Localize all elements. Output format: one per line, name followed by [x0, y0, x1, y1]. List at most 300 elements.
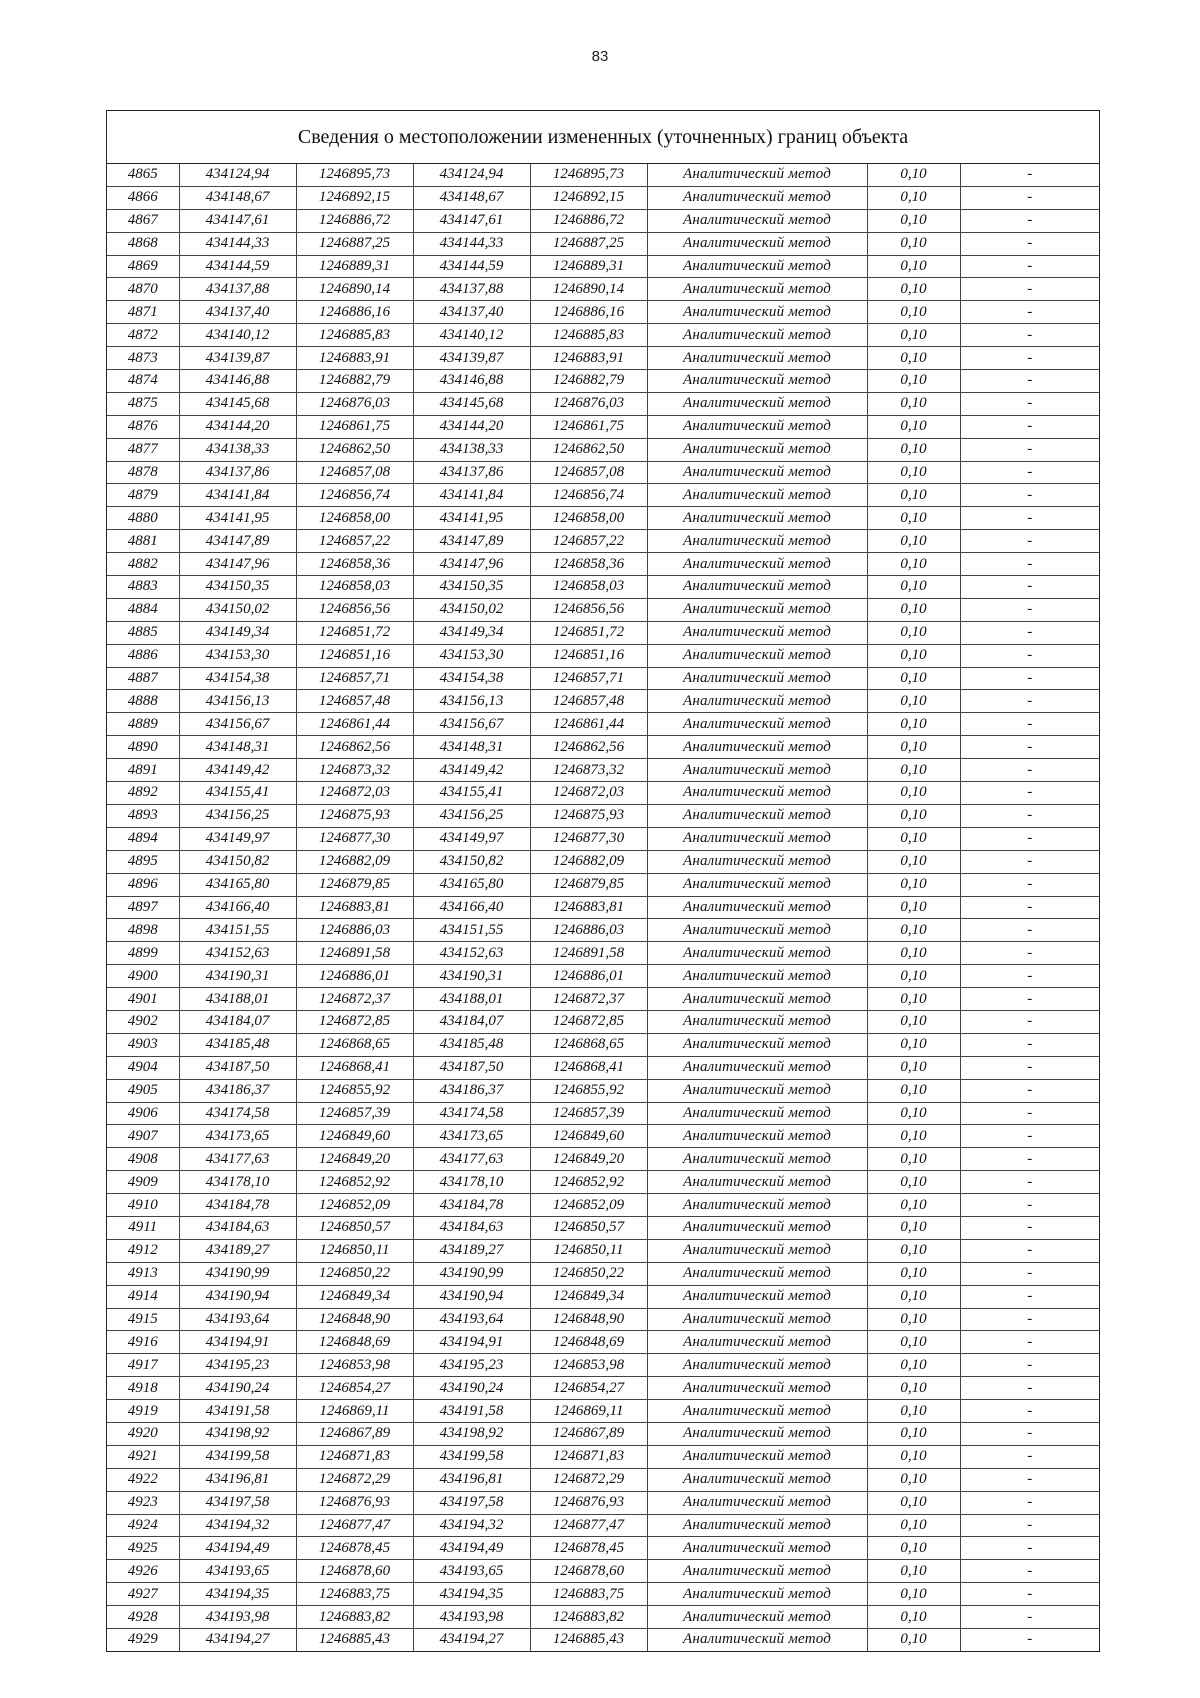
table-row: [107, 1514, 1099, 1537]
table-row: [107, 484, 1099, 507]
x-existing-cell: 434194,27: [179, 1629, 296, 1651]
point-number-cell: 4882: [107, 553, 179, 576]
y-existing-cell: 1246857,08: [296, 461, 413, 484]
table-row: [107, 1056, 1099, 1079]
x-refined-cell: 434186,37: [413, 1079, 530, 1102]
method-cell: Аналитический метод: [647, 942, 867, 965]
accuracy-cell: 0,10: [867, 1033, 960, 1056]
y-existing-cell: 1246877,47: [296, 1514, 413, 1537]
table-row: [107, 1422, 1099, 1445]
point-number-cell: 4908: [107, 1148, 179, 1171]
accuracy-cell: 0,10: [867, 438, 960, 461]
x-refined-cell: 434152,63: [413, 942, 530, 965]
note-cell: -: [960, 736, 1099, 759]
method-cell: Аналитический метод: [647, 621, 867, 644]
x-existing-cell: 434140,12: [179, 324, 296, 347]
table-row: [107, 1560, 1099, 1583]
accuracy-cell: 0,10: [867, 1079, 960, 1102]
y-existing-cell: 1246872,29: [296, 1468, 413, 1491]
x-refined-cell: 434140,12: [413, 324, 530, 347]
table-row: [107, 873, 1099, 896]
method-cell: Аналитический метод: [647, 553, 867, 576]
method-cell: Аналитический метод: [647, 1354, 867, 1377]
x-existing-cell: 434138,33: [179, 438, 296, 461]
x-existing-cell: 434154,38: [179, 667, 296, 690]
y-existing-cell: 1246871,83: [296, 1445, 413, 1468]
x-existing-cell: 434147,89: [179, 530, 296, 553]
accuracy-cell: 0,10: [867, 1239, 960, 1262]
x-refined-cell: 434194,91: [413, 1331, 530, 1354]
y-refined-cell: 1246878,45: [530, 1537, 647, 1560]
y-existing-cell: 1246850,22: [296, 1262, 413, 1285]
accuracy-cell: 0,10: [867, 1148, 960, 1171]
x-refined-cell: 434190,24: [413, 1377, 530, 1400]
x-existing-cell: 434194,49: [179, 1537, 296, 1560]
point-number-cell: 4891: [107, 759, 179, 782]
note-cell: -: [960, 530, 1099, 553]
accuracy-cell: 0,10: [867, 942, 960, 965]
x-existing-cell: 434173,65: [179, 1125, 296, 1148]
x-existing-cell: 434137,86: [179, 461, 296, 484]
note-cell: -: [960, 1606, 1099, 1629]
point-number-cell: 4896: [107, 873, 179, 896]
x-existing-cell: 434187,50: [179, 1056, 296, 1079]
table-row: [107, 896, 1099, 919]
point-number-cell: 4916: [107, 1331, 179, 1354]
x-existing-cell: 434137,88: [179, 278, 296, 301]
y-existing-cell: 1246867,89: [296, 1422, 413, 1445]
y-existing-cell: 1246858,36: [296, 553, 413, 576]
y-existing-cell: 1246856,56: [296, 598, 413, 621]
x-refined-cell: 434150,02: [413, 598, 530, 621]
point-number-cell: 4917: [107, 1354, 179, 1377]
note-cell: -: [960, 1171, 1099, 1194]
table-row: [107, 667, 1099, 690]
y-existing-cell: 1246882,09: [296, 850, 413, 873]
table-body: [107, 164, 1099, 1651]
y-existing-cell: 1246872,37: [296, 988, 413, 1011]
method-cell: Аналитический метод: [647, 370, 867, 393]
y-refined-cell: 1246890,14: [530, 278, 647, 301]
table-row: [107, 1262, 1099, 1285]
note-cell: -: [960, 164, 1099, 186]
x-existing-cell: 434186,37: [179, 1079, 296, 1102]
method-cell: Аналитический метод: [647, 1560, 867, 1583]
y-existing-cell: 1246858,03: [296, 576, 413, 599]
accuracy-cell: 0,10: [867, 507, 960, 530]
y-existing-cell: 1246895,73: [296, 164, 413, 186]
point-number-cell: 4890: [107, 736, 179, 759]
note-cell: -: [960, 1285, 1099, 1308]
accuracy-cell: 0,10: [867, 530, 960, 553]
point-number-cell: 4910: [107, 1194, 179, 1217]
y-existing-cell: 1246875,93: [296, 804, 413, 827]
x-existing-cell: 434155,41: [179, 782, 296, 805]
y-refined-cell: 1246857,08: [530, 461, 647, 484]
y-existing-cell: 1246873,32: [296, 759, 413, 782]
y-existing-cell: 1246883,75: [296, 1583, 413, 1606]
x-refined-cell: 434138,33: [413, 438, 530, 461]
x-refined-cell: 434177,63: [413, 1148, 530, 1171]
x-refined-cell: 434174,58: [413, 1102, 530, 1125]
y-existing-cell: 1246876,93: [296, 1491, 413, 1514]
table-row: [107, 1194, 1099, 1217]
method-cell: Аналитический метод: [647, 1537, 867, 1560]
y-refined-cell: 1246886,72: [530, 209, 647, 232]
x-existing-cell: 434148,31: [179, 736, 296, 759]
method-cell: Аналитический метод: [647, 576, 867, 599]
y-refined-cell: 1246857,48: [530, 690, 647, 713]
x-refined-cell: 434147,61: [413, 209, 530, 232]
point-number-cell: 4895: [107, 850, 179, 873]
method-cell: Аналитический метод: [647, 667, 867, 690]
table-row: [107, 1491, 1099, 1514]
y-refined-cell: 1246848,90: [530, 1308, 647, 1331]
method-cell: Аналитический метод: [647, 186, 867, 209]
accuracy-cell: 0,10: [867, 1010, 960, 1033]
y-refined-cell: 1246858,00: [530, 507, 647, 530]
x-refined-cell: 434147,96: [413, 553, 530, 576]
table-row: [107, 621, 1099, 644]
y-refined-cell: 1246854,27: [530, 1377, 647, 1400]
y-refined-cell: 1246876,03: [530, 392, 647, 415]
method-cell: Аналитический метод: [647, 209, 867, 232]
x-existing-cell: 434184,07: [179, 1010, 296, 1033]
method-cell: Аналитический метод: [647, 1194, 867, 1217]
table-row: [107, 370, 1099, 393]
method-cell: Аналитический метод: [647, 1331, 867, 1354]
x-existing-cell: 434194,32: [179, 1514, 296, 1537]
point-number-cell: 4925: [107, 1537, 179, 1560]
x-existing-cell: 434148,67: [179, 186, 296, 209]
accuracy-cell: 0,10: [867, 1537, 960, 1560]
x-refined-cell: 434148,67: [413, 186, 530, 209]
x-existing-cell: 434149,97: [179, 827, 296, 850]
x-existing-cell: 434185,48: [179, 1033, 296, 1056]
accuracy-cell: 0,10: [867, 415, 960, 438]
y-existing-cell: 1246872,85: [296, 1010, 413, 1033]
table-row: [107, 301, 1099, 324]
x-refined-cell: 434193,65: [413, 1560, 530, 1583]
x-refined-cell: 434151,55: [413, 919, 530, 942]
note-cell: -: [960, 1354, 1099, 1377]
y-refined-cell: 1246862,50: [530, 438, 647, 461]
table-row: [107, 1216, 1099, 1239]
y-existing-cell: 1246849,20: [296, 1148, 413, 1171]
method-cell: Аналитический метод: [647, 1308, 867, 1331]
point-number-cell: 4888: [107, 690, 179, 713]
x-existing-cell: 434194,35: [179, 1583, 296, 1606]
note-cell: -: [960, 1262, 1099, 1285]
accuracy-cell: 0,10: [867, 347, 960, 370]
y-refined-cell: 1246848,69: [530, 1331, 647, 1354]
accuracy-cell: 0,10: [867, 164, 960, 186]
y-refined-cell: 1246883,82: [530, 1606, 647, 1629]
table-row: [107, 1285, 1099, 1308]
accuracy-cell: 0,10: [867, 1560, 960, 1583]
note-cell: -: [960, 576, 1099, 599]
x-existing-cell: 434146,88: [179, 370, 296, 393]
note-cell: -: [960, 598, 1099, 621]
accuracy-cell: 0,10: [867, 1102, 960, 1125]
point-number-cell: 4885: [107, 621, 179, 644]
point-number-cell: 4919: [107, 1400, 179, 1423]
table-row: [107, 1354, 1099, 1377]
method-cell: Аналитический метод: [647, 530, 867, 553]
note-cell: -: [960, 1194, 1099, 1217]
point-number-cell: 4924: [107, 1514, 179, 1537]
x-refined-cell: 434156,13: [413, 690, 530, 713]
x-existing-cell: 434190,99: [179, 1262, 296, 1285]
method-cell: Аналитический метод: [647, 1491, 867, 1514]
note-cell: -: [960, 621, 1099, 644]
method-cell: Аналитический метод: [647, 850, 867, 873]
accuracy-cell: 0,10: [867, 1216, 960, 1239]
table-row: [107, 736, 1099, 759]
x-refined-cell: 434187,50: [413, 1056, 530, 1079]
y-existing-cell: 1246849,34: [296, 1285, 413, 1308]
x-refined-cell: 434194,32: [413, 1514, 530, 1537]
y-existing-cell: 1246872,03: [296, 782, 413, 805]
point-number-cell: 4923: [107, 1491, 179, 1514]
note-cell: -: [960, 484, 1099, 507]
note-cell: -: [960, 438, 1099, 461]
x-refined-cell: 434153,30: [413, 644, 530, 667]
method-cell: Аналитический метод: [647, 713, 867, 736]
y-existing-cell: 1246876,03: [296, 392, 413, 415]
x-refined-cell: 434150,82: [413, 850, 530, 873]
note-cell: -: [960, 690, 1099, 713]
table-row: [107, 644, 1099, 667]
method-cell: Аналитический метод: [647, 164, 867, 186]
y-refined-cell: 1246872,03: [530, 782, 647, 805]
x-existing-cell: 434194,91: [179, 1331, 296, 1354]
note-cell: -: [960, 324, 1099, 347]
coordinates-table: [107, 164, 1099, 1651]
x-refined-cell: 434173,65: [413, 1125, 530, 1148]
accuracy-cell: 0,10: [867, 988, 960, 1011]
y-refined-cell: 1246895,73: [530, 164, 647, 186]
note-cell: -: [960, 919, 1099, 942]
point-number-cell: 4899: [107, 942, 179, 965]
x-existing-cell: 434189,27: [179, 1239, 296, 1262]
note-cell: -: [960, 1629, 1099, 1651]
x-refined-cell: 434150,35: [413, 576, 530, 599]
table-row: [107, 827, 1099, 850]
y-refined-cell: 1246889,31: [530, 255, 647, 278]
accuracy-cell: 0,10: [867, 1354, 960, 1377]
point-number-cell: 4920: [107, 1422, 179, 1445]
x-existing-cell: 434190,24: [179, 1377, 296, 1400]
point-number-cell: 4905: [107, 1079, 179, 1102]
table-row: [107, 1148, 1099, 1171]
table-title: Сведения о местоположении измененных (уточненных) границ объекта: [107, 111, 1099, 164]
point-number-cell: 4921: [107, 1445, 179, 1468]
page-number: 83: [591, 48, 609, 65]
x-refined-cell: 434196,81: [413, 1468, 530, 1491]
point-number-cell: 4929: [107, 1629, 179, 1651]
point-number-cell: 4889: [107, 713, 179, 736]
y-refined-cell: 1246883,75: [530, 1583, 647, 1606]
method-cell: Аналитический метод: [647, 1285, 867, 1308]
y-existing-cell: 1246857,48: [296, 690, 413, 713]
method-cell: Аналитический метод: [647, 301, 867, 324]
point-number-cell: 4865: [107, 164, 179, 186]
method-cell: Аналитический метод: [647, 919, 867, 942]
y-refined-cell: 1246849,60: [530, 1125, 647, 1148]
x-refined-cell: 434149,42: [413, 759, 530, 782]
x-refined-cell: 434137,88: [413, 278, 530, 301]
note-cell: -: [960, 1468, 1099, 1491]
point-number-cell: 4915: [107, 1308, 179, 1331]
y-existing-cell: 1246861,75: [296, 415, 413, 438]
y-refined-cell: 1246883,81: [530, 896, 647, 919]
x-refined-cell: 434190,99: [413, 1262, 530, 1285]
x-refined-cell: 434144,20: [413, 415, 530, 438]
y-refined-cell: 1246873,32: [530, 759, 647, 782]
accuracy-cell: 0,10: [867, 1262, 960, 1285]
accuracy-cell: 0,10: [867, 1583, 960, 1606]
point-number-cell: 4901: [107, 988, 179, 1011]
y-existing-cell: 1246886,16: [296, 301, 413, 324]
method-cell: Аналитический метод: [647, 827, 867, 850]
accuracy-cell: 0,10: [867, 392, 960, 415]
table-row: [107, 553, 1099, 576]
x-refined-cell: 434141,84: [413, 484, 530, 507]
method-cell: Аналитический метод: [647, 484, 867, 507]
point-number-cell: 4873: [107, 347, 179, 370]
point-number-cell: 4922: [107, 1468, 179, 1491]
y-existing-cell: 1246862,50: [296, 438, 413, 461]
x-existing-cell: 434141,95: [179, 507, 296, 530]
method-cell: Аналитический метод: [647, 278, 867, 301]
y-refined-cell: 1246886,01: [530, 965, 647, 988]
y-refined-cell: 1246867,89: [530, 1422, 647, 1445]
y-existing-cell: 1246850,57: [296, 1216, 413, 1239]
note-cell: -: [960, 1491, 1099, 1514]
note-cell: -: [960, 186, 1099, 209]
x-refined-cell: 434165,80: [413, 873, 530, 896]
y-refined-cell: 1246849,34: [530, 1285, 647, 1308]
accuracy-cell: 0,10: [867, 690, 960, 713]
table-row: [107, 782, 1099, 805]
note-cell: -: [960, 1445, 1099, 1468]
accuracy-cell: 0,10: [867, 1606, 960, 1629]
x-existing-cell: 434184,63: [179, 1216, 296, 1239]
y-existing-cell: 1246868,65: [296, 1033, 413, 1056]
table-row: [107, 1125, 1099, 1148]
y-existing-cell: 1246857,39: [296, 1102, 413, 1125]
note-cell: -: [960, 1216, 1099, 1239]
note-cell: -: [960, 1010, 1099, 1033]
accuracy-cell: 0,10: [867, 1308, 960, 1331]
y-refined-cell: 1246862,56: [530, 736, 647, 759]
note-cell: -: [960, 713, 1099, 736]
table-row: [107, 507, 1099, 530]
x-refined-cell: 434156,25: [413, 804, 530, 827]
y-refined-cell: 1246861,44: [530, 713, 647, 736]
y-existing-cell: 1246858,00: [296, 507, 413, 530]
y-refined-cell: 1246885,43: [530, 1629, 647, 1651]
x-existing-cell: 434144,33: [179, 232, 296, 255]
table-row: [107, 392, 1099, 415]
y-existing-cell: 1246855,92: [296, 1079, 413, 1102]
accuracy-cell: 0,10: [867, 873, 960, 896]
note-cell: -: [960, 1537, 1099, 1560]
accuracy-cell: 0,10: [867, 1514, 960, 1537]
x-refined-cell: 434154,38: [413, 667, 530, 690]
y-refined-cell: 1246885,83: [530, 324, 647, 347]
note-cell: -: [960, 782, 1099, 805]
table-row: [107, 1468, 1099, 1491]
point-number-cell: 4868: [107, 232, 179, 255]
y-refined-cell: 1246883,91: [530, 347, 647, 370]
table-row: [107, 690, 1099, 713]
x-existing-cell: 434178,10: [179, 1171, 296, 1194]
method-cell: Аналитический метод: [647, 1514, 867, 1537]
note-cell: -: [960, 644, 1099, 667]
x-existing-cell: 434196,81: [179, 1468, 296, 1491]
table-row: [107, 232, 1099, 255]
y-existing-cell: 1246856,74: [296, 484, 413, 507]
method-cell: Аналитический метод: [647, 759, 867, 782]
note-cell: -: [960, 1422, 1099, 1445]
note-cell: -: [960, 1125, 1099, 1148]
accuracy-cell: 0,10: [867, 255, 960, 278]
x-existing-cell: 434190,31: [179, 965, 296, 988]
x-refined-cell: 434184,07: [413, 1010, 530, 1033]
point-number-cell: 4880: [107, 507, 179, 530]
note-cell: -: [960, 667, 1099, 690]
y-refined-cell: 1246877,47: [530, 1514, 647, 1537]
point-number-cell: 4886: [107, 644, 179, 667]
table-row: [107, 1400, 1099, 1423]
x-refined-cell: 434190,31: [413, 965, 530, 988]
method-cell: Аналитический метод: [647, 1262, 867, 1285]
y-existing-cell: 1246857,71: [296, 667, 413, 690]
table-row: [107, 598, 1099, 621]
accuracy-cell: 0,10: [867, 576, 960, 599]
y-refined-cell: 1246891,58: [530, 942, 647, 965]
point-number-cell: 4878: [107, 461, 179, 484]
x-refined-cell: 434184,78: [413, 1194, 530, 1217]
method-cell: Аналитический метод: [647, 1171, 867, 1194]
accuracy-cell: 0,10: [867, 1629, 960, 1651]
y-refined-cell: 1246882,79: [530, 370, 647, 393]
table-row: [107, 713, 1099, 736]
method-cell: Аналитический метод: [647, 1583, 867, 1606]
y-refined-cell: 1246872,29: [530, 1468, 647, 1491]
note-cell: -: [960, 370, 1099, 393]
x-refined-cell: 434156,67: [413, 713, 530, 736]
y-existing-cell: 1246889,31: [296, 255, 413, 278]
x-existing-cell: 434150,35: [179, 576, 296, 599]
table-row: [107, 804, 1099, 827]
method-cell: Аналитический метод: [647, 1239, 867, 1262]
x-refined-cell: 434137,86: [413, 461, 530, 484]
method-cell: Аналитический метод: [647, 438, 867, 461]
y-existing-cell: 1246892,15: [296, 186, 413, 209]
note-cell: -: [960, 1033, 1099, 1056]
point-number-cell: 4909: [107, 1171, 179, 1194]
accuracy-cell: 0,10: [867, 736, 960, 759]
method-cell: Аналитический метод: [647, 782, 867, 805]
point-number-cell: 4883: [107, 576, 179, 599]
note-cell: -: [960, 850, 1099, 873]
x-refined-cell: 434141,95: [413, 507, 530, 530]
point-number-cell: 4902: [107, 1010, 179, 1033]
y-refined-cell: 1246856,74: [530, 484, 647, 507]
